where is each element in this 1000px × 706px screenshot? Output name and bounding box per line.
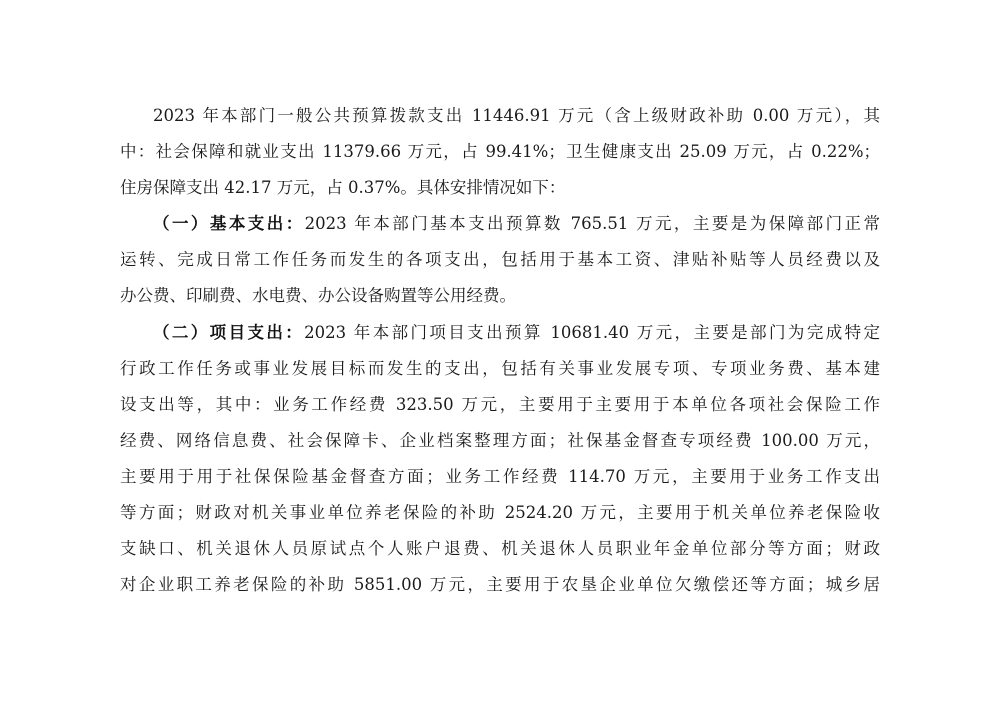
paragraph-2-line-1 [153, 209, 880, 239]
paragraph-2-line-1-text: 2023 年本部门基本支出预算数 765.51 万元，主要是为保障部门正常 [304, 214, 880, 233]
paragraph-3-line-6: 等方面；财政对机关事业单位养老保险的补助 2524.20 万元，主要用于机关单位养老保险收 [120, 503, 880, 522]
paragraph-2-line-3: 办公费、印刷费、水电费、办公设备购置等公用经费。 [120, 286, 516, 305]
section-heading-project-expenditure: （二）项目支出： [153, 323, 305, 342]
section-heading-basic-expenditure: （一）基本支出： [153, 214, 305, 233]
paragraph-1-line-1: 2023 年本部门一般公共预算拨款支出 11446.91 万元（含上级财政补助 0.00 万元），其 [153, 106, 880, 125]
paragraph-3-line-2: 行政工作任务或事业发展目标而发生的支出，包括有关事业发展专项、专项业务费、基本建 [120, 359, 880, 378]
paragraph-3-line-8: 对企业职工养老保险的补助 5851.00 万元，主要用于农垦企业单位欠缴偿还等方面；城乡居 [120, 575, 880, 594]
paragraph-2-line-2: 运转、完成日常工作任务而发生的各项支出，包括用于基本工资、津贴补贴等人员经费以及 [120, 250, 880, 269]
paragraph-3-line-7: 支缺口、机关退休人员原试点个人账户退费、机关退休人员职业年金单位部分等方面；财政 [120, 539, 880, 558]
paragraph-3-line-4: 经费、网络信息费、社会保障卡、企业档案整理方面；社保基金督查专项经费 100.00 万元， [120, 431, 880, 450]
paragraph-1-line-3: 住房保障支出 42.17 万元，占 0.37%。具体安排情况如下： [120, 178, 566, 197]
paragraph-3-line-1-text: 2023 年本部门项目支出预算 10681.40 万元，主要是部门为完成特定 [304, 323, 880, 342]
paragraph-3-line-5: 主要用于用于社保保险基金督查方面；业务工作经费 114.70 万元，主要用于业务工作支出 [120, 467, 880, 486]
paragraph-1-line-2: 中：社会保障和就业支出 11379.66 万元，占 99.41%；卫生健康支出 25.09 万元，占 0.22%； [120, 142, 880, 161]
paragraph-3-line-3: 设支出等，其中：业务工作经费 323.50 万元，主要用于主要用于本单位各项社会保险工作 [120, 395, 880, 414]
paragraph-3-line-1 [153, 318, 880, 348]
